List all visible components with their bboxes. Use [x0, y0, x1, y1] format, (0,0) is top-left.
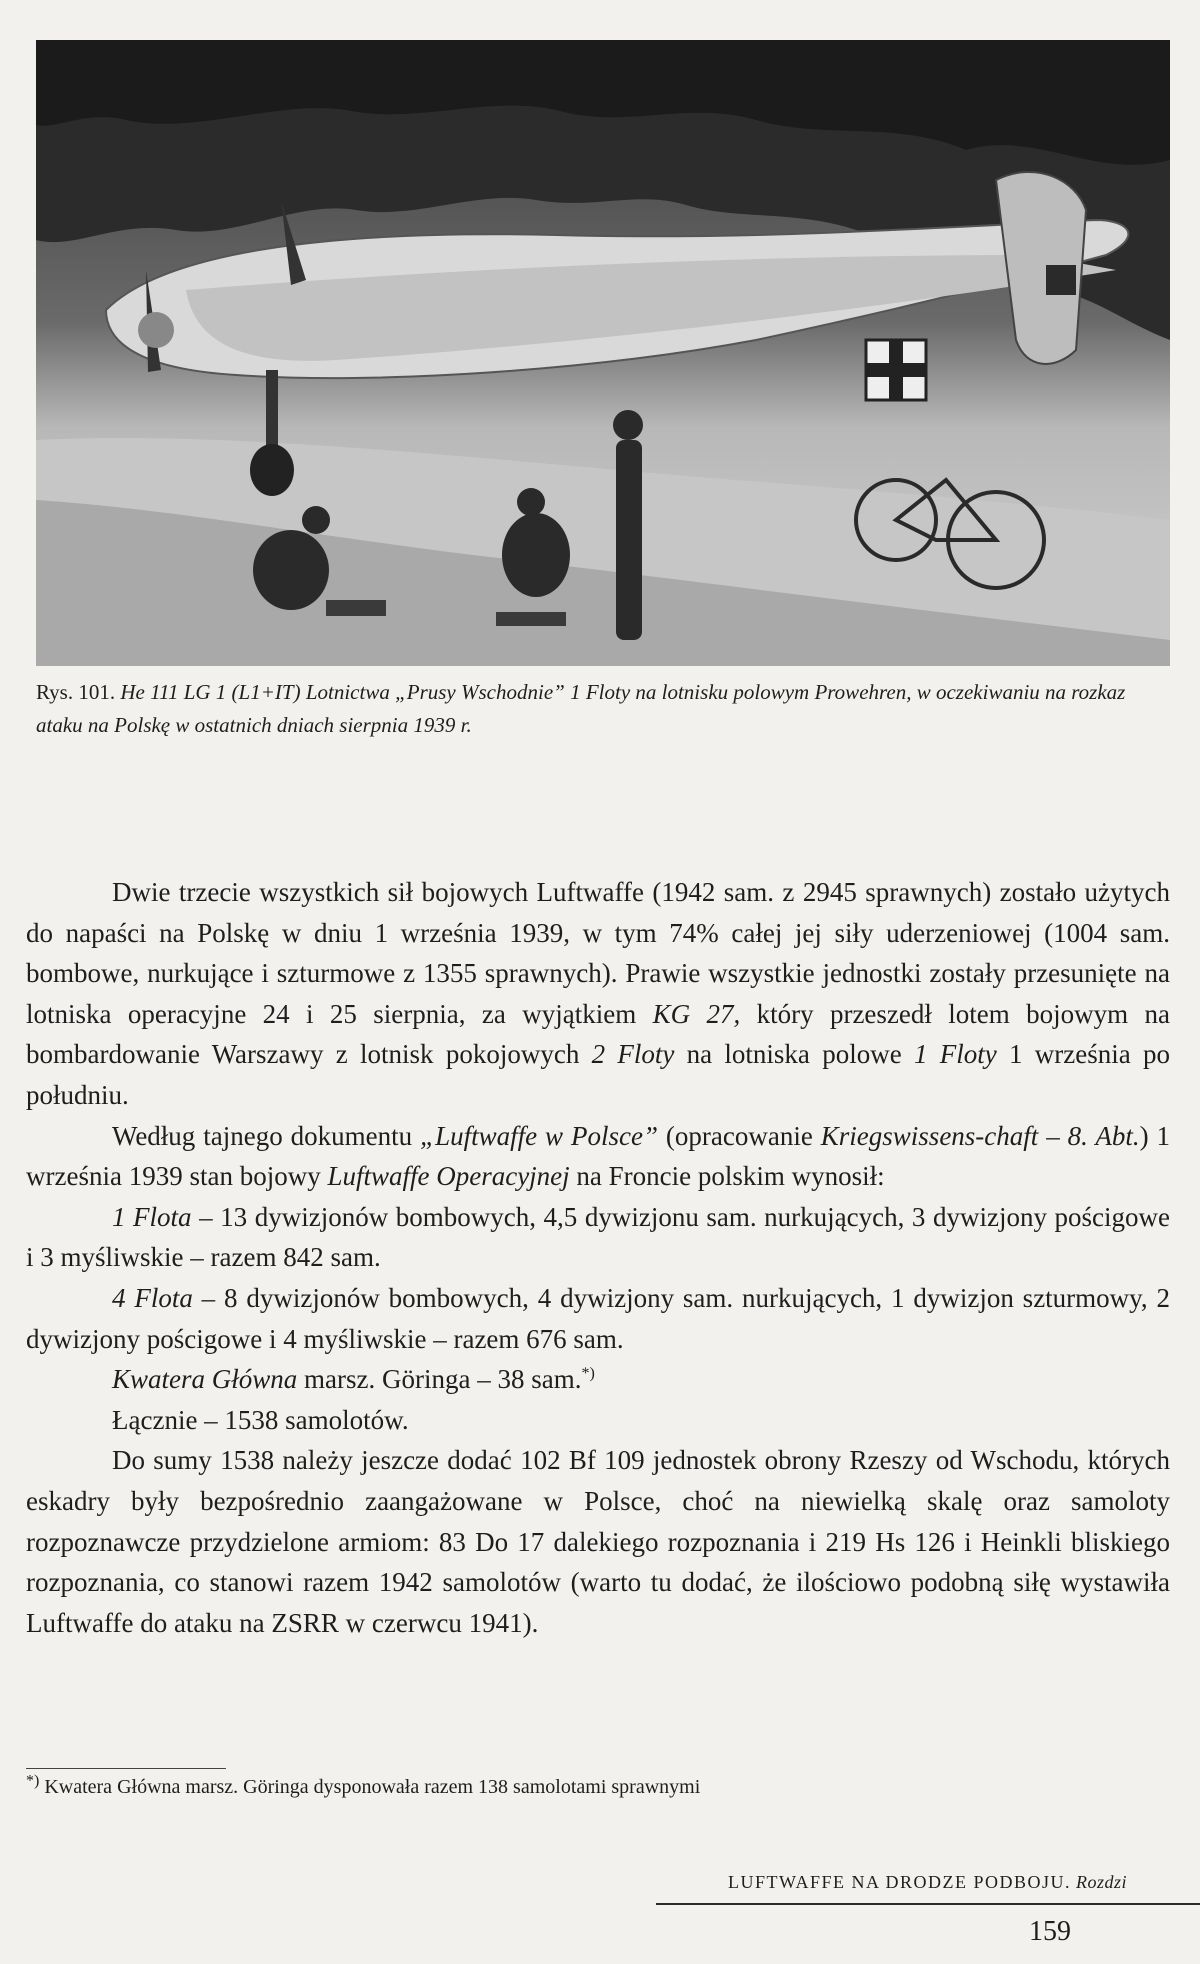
- p3-flota-label: 1 Flota: [112, 1201, 192, 1232]
- p4-flota-label: 4 Flota: [112, 1282, 193, 1313]
- paragraph-7: Do sumy 1538 należy jeszcze dodać 102 Bf 109 jednostek obrony Rzeszy od Wschodu, których eskadry były bezpośrednio zaangażowane w Polsce, choć na niewielką skalę oraz samoloty rozpoznawcze przydzielone armiom: 83 Do 17 dalekiego rozpoznania i 219 Hs 126 i Heinkli bliskiego rozpoznania, co stanowi razem 1942 samolotów (warto tu dodać, że ilościowo podobną siłę wystawiła Luftwaffe do ataku na ZSRR w czerwcu 1941).: [26, 1445, 1170, 1638]
- caption-text: He 111 LG 1 (L1+IT) Lotnictwa „Prusy Wschodnie” 1 Floty na lotnisku polowym Prowehren, w oczekiwaniu na rozkaz ataku na Polskę w ostatnich dniach sierpnia 1939 r.: [36, 680, 1126, 737]
- p1-floty2: 2 Floty: [591, 1039, 675, 1070]
- running-head-chapter: Rozdzi: [1071, 1872, 1128, 1892]
- running-head-rule: [656, 1903, 1200, 1905]
- paragraph-3: [26, 1197, 1170, 1278]
- p2-text-c: ) 1 września 1939 stan bojowy: [26, 1120, 1171, 1192]
- page-number: 159: [1029, 1916, 1071, 1947]
- paragraph-4: [26, 1278, 1170, 1359]
- p5-text: marsz. Göringa – 38 sam.: [297, 1364, 582, 1395]
- p1-text-c: na lotniska polowe: [674, 1039, 914, 1070]
- caption-label: Rys. 101.: [36, 680, 116, 704]
- paragraph-5: [26, 1359, 1170, 1400]
- photo-heinkel-he111: [36, 40, 1170, 666]
- paragraph-2: [26, 1116, 1170, 1197]
- equipment-box-2: [496, 612, 566, 626]
- footnote-reference: *): [581, 1365, 595, 1383]
- equipment-box: [326, 600, 386, 616]
- p2-text-d: na Froncie polskim wynosił:: [569, 1161, 885, 1192]
- p1-text-a: Dwie trzecie wszystkich sił bojowych Luftwaffe (1942 sam. z 2945 sprawnych) zostało użytych do napaści na Polskę w dniu 1 września 1939, w tym 74% całej jej siły uderzeniowej (1004 sam. bombowe, nurkujące i szturmowe z 1355 sprawnych). Prawie wszystkie jednostki zostały przesunięte na lotniska operacyjne 24 i 25 sierpnia, za wyjątkiem: [26, 877, 1170, 1029]
- figure-caption: [36, 676, 1170, 742]
- p2-kriegswissenschaft: Kriegswissens-chaft – 8. Abt.: [820, 1120, 1140, 1151]
- p1-text-d: 1 września po południu.: [26, 1039, 1171, 1110]
- p1-kg27: KG 27,: [652, 998, 741, 1029]
- swastika-marking: [1046, 265, 1076, 295]
- paragraph-1: [26, 872, 1170, 1116]
- cross-marking: [866, 340, 926, 400]
- footnote-mark: *): [26, 1772, 40, 1790]
- running-head-title: LUFTWAFFE NA DRODZE PODBOJU.: [728, 1872, 1072, 1892]
- article-body: [26, 872, 1170, 1643]
- p2-luftwaffe-operacyjna: Luftwaffe Operacyjnej: [327, 1161, 570, 1192]
- p2-document-title: „Luftwaffe w Polsce”: [420, 1120, 658, 1151]
- running-head: [728, 1872, 1200, 1893]
- p2-text-b: (opracowanie: [657, 1120, 821, 1151]
- wheel: [250, 444, 294, 496]
- propeller-hub: [138, 312, 174, 348]
- footnote-text: Kwatera Główna marsz. Göringa dysponowała razem 138 samolotami sprawnymi: [39, 1776, 701, 1798]
- footnote-divider: [26, 1768, 226, 1769]
- p1-floty1: 1 Floty: [913, 1039, 997, 1070]
- aircraft-photo-illustration: [36, 40, 1170, 666]
- paragraph-6: Łącznie – 1538 samolotów.: [112, 1404, 409, 1435]
- p4-text: – 8 dywizjonów bombowych, 4 dywizjony sam. nurkujących, 1 dywizjon szturmowy, 2 dywizjony pościgowe i 4 myśliwskie – razem 676 sam.: [26, 1282, 1171, 1354]
- p2-text-a: Według tajnego dokumentu: [112, 1120, 421, 1151]
- p3-text: – 13 dywizjonów bombowych, 4,5 dywizjonu sam. nurkujących, 3 dywizjony pościgowe i 3 myśliwskie – razem 842 sam.: [26, 1201, 1171, 1273]
- footnote: [26, 1772, 1170, 1802]
- p5-kwatera-label: Kwatera Główna: [112, 1364, 298, 1395]
- p1-text-b: który przeszedł lotem bojowym na bombardowanie Warszawy z lotnisk pokojowych: [26, 998, 1170, 1070]
